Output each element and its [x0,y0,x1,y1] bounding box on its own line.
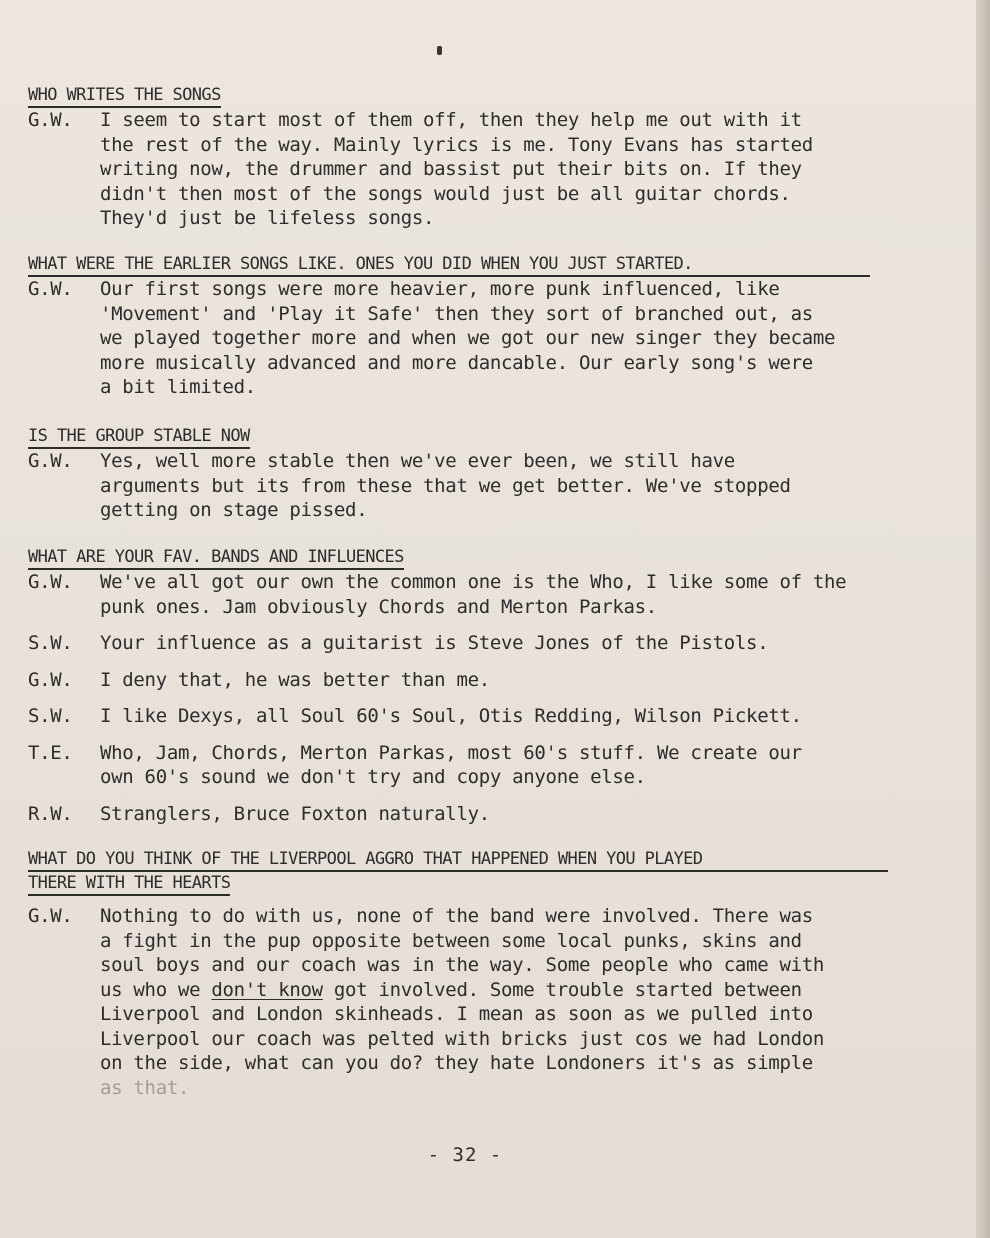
text-line: Yes, well more stable then we've ever been, we still have [100,450,735,472]
text-line-with-underline [100,978,888,1003]
text-line: we played together more and when we got our new singer they became [100,327,836,349]
text-line: more musically advanced and more dancable. Our early song's were [100,351,813,374]
section-who-writes [28,84,908,231]
underlined-phrase: don't know [211,978,323,1001]
speaker-label: G.W. [28,278,73,300]
answer-text [100,570,908,619]
answer-text [100,631,908,656]
text-line: I seem to start most of them off, then they help me out with it [100,109,802,131]
punch-mark [437,46,442,55]
section-earlier-songs [28,253,870,400]
text-line: 'Movement' and 'Play it Safe' then they sort of branched out, as [100,302,813,325]
text-line: Nothing to do with us, none of the band were involved. There was [100,905,813,927]
section-heading-line-2 [28,872,888,896]
text-segment: us who we [100,978,212,1001]
answer-text [100,802,908,827]
section-liverpool-aggro [28,848,888,1100]
text-line: soul boys and our coach was in the way. Some people who came with [100,954,825,976]
answer-entry [28,277,870,400]
page-number: - 32 - [427,1144,503,1166]
speaker-label: R.W. [28,802,73,825]
speaker-label: G.W. [28,109,73,131]
section-heading [28,84,908,108]
text-line: as that. [100,1076,190,1099]
text-line: Liverpool our coach was pelted with bricks just cos we had London [100,1027,825,1050]
text-line: Our first songs were more heavier, more punk influenced, like [100,278,780,300]
answer-entry [28,668,908,693]
answer-entry [28,904,888,1100]
text-line: didn't then most of the songs would just be all guitar chords. [100,182,791,205]
speaker-label: S.W. [28,632,73,654]
answer-entry [28,570,908,619]
answer-text [100,904,888,1100]
text-line: I like Dexys, all Soul 60's Soul, Otis Redding, Wilson Pickett. [100,705,802,727]
text-line: a fight in the pup opposite between some local punks, skins and [100,929,802,952]
text-line: getting on stage pissed. [100,499,368,521]
section-heading-line: WHAT DO YOU THINK OF THE LIVERPOOL AGGRO THAT HAPPENED WHEN YOU PLAYED [28,848,888,872]
heading-text: WHAT ARE YOUR FAV. BANDS AND INFLUENCES [28,546,404,570]
answer-text [100,704,908,729]
section-group-stable [28,425,908,523]
answer-text [100,668,908,693]
text-line: Who, Jam, Chords, Merton Parkas, most 60's stuff. We create our [100,741,802,764]
text-line: own 60's sound we don't try and copy anyone else. [100,766,646,788]
answer-entry [28,704,908,729]
answer-text [100,741,908,790]
text-line: Stranglers, Bruce Foxton naturally. [100,802,490,825]
heading-text: IS THE GROUP STABLE NOW [28,425,250,449]
page-spine-edge [976,0,990,1238]
text-line: I deny that, he was better than me. [100,668,490,691]
answer-text [100,449,908,523]
text-line: Your influence as a guitarist is Steve Jones of the Pistols. [100,632,769,654]
answer-text [100,108,908,231]
text-line: a bit limited. [100,376,256,398]
text-line: punk ones. Jam obviously Chords and Merton Parkas. [100,595,657,618]
answer-entry [28,631,908,656]
answer-text [100,277,870,400]
section-heading [28,425,908,449]
section-influences [28,546,908,826]
text-line: arguments but its from these that we get better. We've stopped [100,474,791,497]
text-line: writing now, the drummer and bassist put their bits on. If they [100,158,802,180]
speaker-label: G.W. [28,571,73,593]
section-heading: WHAT WERE THE EARLIER SONGS LIKE. ONES YOU DID WHEN YOU JUST STARTED. [28,253,870,277]
heading-text: WHO WRITES THE SONGS [28,84,221,108]
speaker-label: T.E. [28,741,73,764]
text-line: We've all got our own the common one is the Who, I like some of the [100,571,847,593]
text-segment: got involved. Some trouble started between [322,978,802,1001]
speaker-label: S.W. [28,705,73,727]
speaker-label: G.W. [28,668,73,691]
text-line: the rest of the way. Mainly lyrics is me. Tony Evans has started [100,133,813,156]
text-line: Liverpool and London skinheads. I mean as soon as we pulled into [100,1003,813,1025]
text-line: on the side, what can you do? they hate Londoners it's as simple [100,1052,813,1074]
text-line: They'd just be lifeless songs. [100,207,435,229]
answer-entry [28,741,908,790]
answer-entry [28,449,908,523]
speaker-label: G.W. [28,905,73,927]
section-heading [28,546,908,570]
heading-text: THERE WITH THE HEARTS [28,872,230,896]
speaker-label: G.W. [28,450,73,472]
answer-entry [28,802,908,827]
answer-entry [28,108,908,231]
